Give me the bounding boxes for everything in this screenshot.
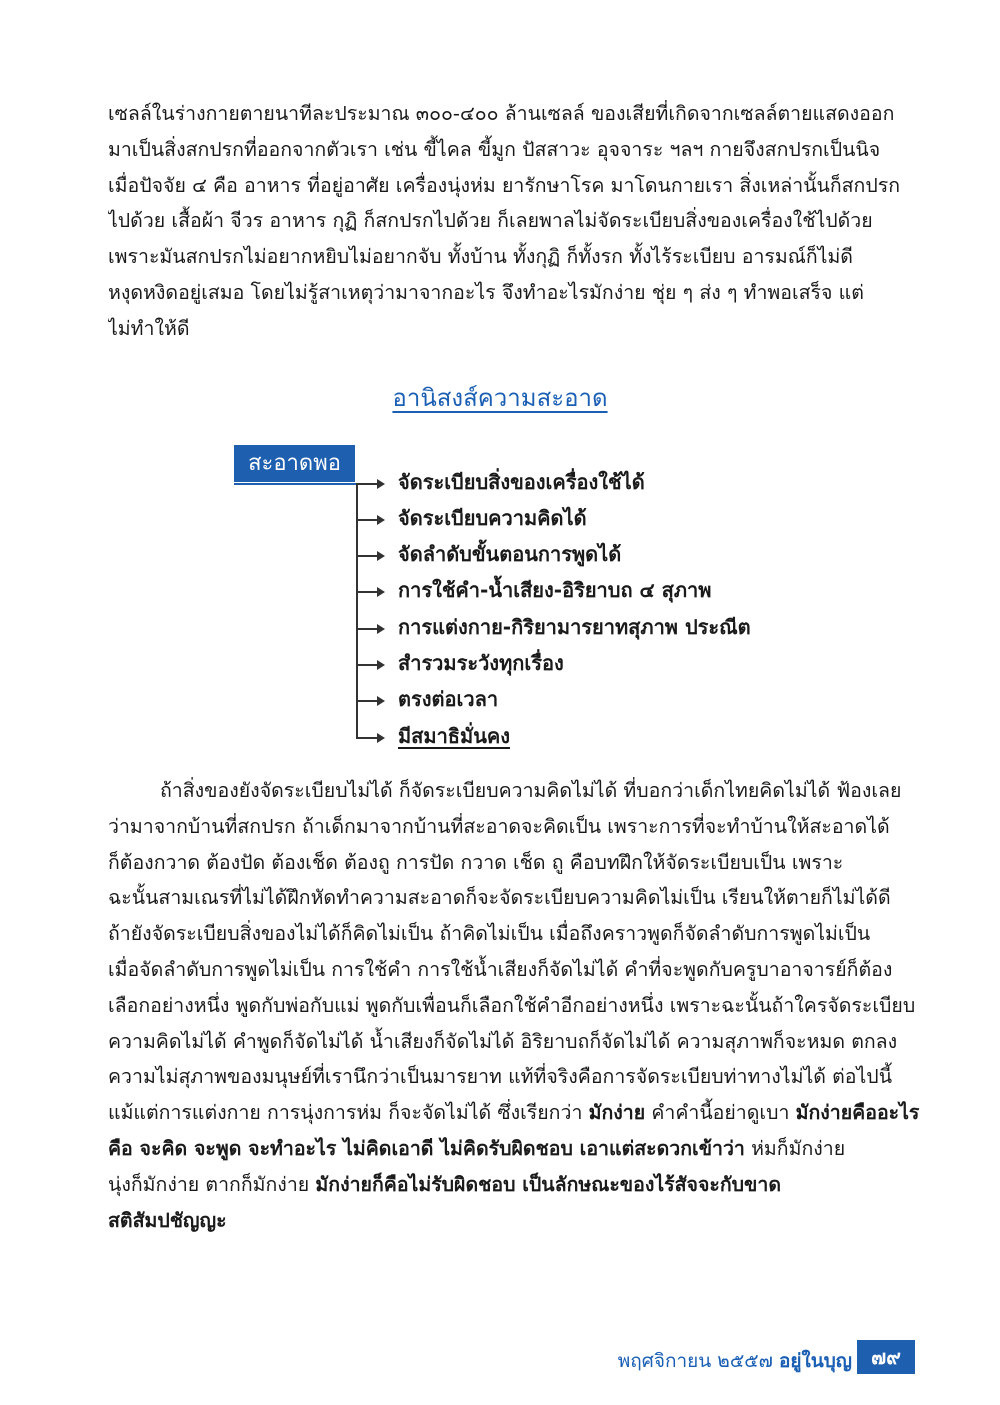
page-number: ๗๙ xyxy=(857,1340,915,1374)
text-line xyxy=(108,1095,920,1131)
text-line: ว่ามาจากบ้านที่สกปรก ถ้าเด็กมาจากบ้านที่สะอาดจะคิดเป็น เพราะการที่จะทำบ้านให้สะอาดได้ xyxy=(108,814,890,838)
text-line: ถ้ายังจัดระเบียบสิ่งของไม่ได้ก็คิดไม่เป็น ถ้าคิดไม่เป็น เมื่อถึงคราวพูดก็จัดลำดับการพูดไม่เป็น xyxy=(108,922,871,946)
text-line: ไปด้วย เสื้อผ้า จีวร อาหาร กุฏิ ก็สกปรกไปด้วย ก็เลยพาลไม่จัดระเบียบสิ่งของเครื่องใช้ไปด้วย xyxy=(108,209,873,233)
text-run: คำคำนี้อย่าดูเบา xyxy=(645,1101,796,1125)
text-line: สติสัมปชัญญะ xyxy=(108,1208,227,1232)
intro-paragraph xyxy=(108,96,920,347)
diagram-item: จัดระเบียบสิ่งของเครื่องใช้ได้ xyxy=(398,470,645,494)
text-line: ก็ต้องกวาด ต้องปัด ต้องเช็ด ต้องถู การปัด กวาด เช็ด ถู คือบทฝึกให้จัดระเบียบเป็น เพราะ xyxy=(108,850,844,874)
diagram-root-box: สะอาดพอ xyxy=(234,445,355,482)
footer-issue xyxy=(618,1346,852,1376)
text-line: มาเป็นสิ่งสกปรกที่ออกจากตัวเรา เช่น ขี้ไคล ขี้มูก ปัสสาวะ อุจจาระ ฯลฯ กายจึงสกปรกเป็นนิจ xyxy=(108,137,881,161)
text-run: แม้แต่การแต่งกาย การนุ่งการห่ม ก็จะจัดไม่ได้ ซึ่งเรียกว่า xyxy=(108,1101,589,1125)
diagram-item: การแต่งกาย-กิริยามารยาทสุภาพ ประณีต xyxy=(398,615,751,639)
text-line: ความไม่สุภาพของมนุษย์ที่เรานึกว่าเป็นมารยาท แท้ที่จริงคือการจัดระเบียบท่าทางไม่ได้ ต่อไปนี้ xyxy=(108,1065,893,1089)
arrow-icon xyxy=(357,737,379,739)
bold-text-run: มักง่าย xyxy=(588,1101,646,1125)
diagram-item: มีสมาธิมั่นคง xyxy=(398,724,511,748)
section-heading: อานิสงส์ความสะอาด xyxy=(392,384,608,412)
text-line: ถ้าสิ่งของยังจัดระเบียบไม่ได้ ก็จัดระเบียบความคิดไม่ได้ ที่บอกว่าเด็กไทยคิดไม่ได้ ฟ้องเลย xyxy=(160,779,902,802)
footer-date: พฤศจิกายน ๒๕๕๗ xyxy=(617,1350,773,1372)
footer-magazine-name: อยู่ในบุญ xyxy=(778,1350,852,1372)
text-run: ห่มก็มักง่าย xyxy=(744,1136,846,1160)
text-line: ฉะนั้นสามเณรที่ไม่ได้ฝึกหัดทำความสะอาดก็จะจัดระเบียบความคิดไม่เป็น เรียนให้ตายก็ไม่ได้ดี xyxy=(108,886,891,910)
text-line: เพราะมันสกปรกไม่อยากหยิบไม่อยากจับ ทั้งบ้าน ทั้งกุฏิ ก็ทั้งรก ทั้งไร้ระเบียบ อารมณ์ก็ไม่ดี xyxy=(108,245,853,269)
text-line: เซลล์ในร่างกายตายนาทีละประมาณ ๓๐๐-๔๐๐ ล้านเซลล์ ของเสียที่เกิดจากเซลล์ตายแสดงออก xyxy=(108,102,895,125)
text-line: เมื่อจัดลำดับการพูดไม่เป็น การใช้คำ การใช้น้ำเสียงก็จัดไม่ได้ คำที่จะพูดกับครูบาอาจารย์ก็ต้อง xyxy=(108,957,893,981)
text-line: เลือกอย่างหนึ่ง พูดกับพ่อกับแม่ พูดกับเพื่อนก็เลือกใช้คำอีกอย่างหนึ่ง เพราะฉะนั้นถ้าใครจัดระเบียบ xyxy=(108,993,916,1017)
text-run: นุ่งก็มักง่าย ตากก็มักง่าย xyxy=(108,1172,316,1196)
bold-text-run: มักง่ายก็คือไม่รับผิดชอบ เป็นลักษณะของไร้สัจจะกับขาด xyxy=(315,1172,781,1196)
root-connector-line xyxy=(234,483,358,485)
diagram-item: ตรงต่อเวลา xyxy=(398,687,499,711)
arrow-icon xyxy=(357,555,379,557)
text-line: ไม่ทำให้ดี xyxy=(108,316,190,340)
text-line: หงุดหงิดอยู่เสมอ โดยไม่รู้สาเหตุว่ามาจากอะไร จึงทำอะไรมักง่าย ชุ่ย ๆ ส่ง ๆ ทำพอเสร็จ แต่ xyxy=(108,280,864,304)
text-line xyxy=(108,1131,920,1167)
diagram-item: สำรวมระวังทุกเรื่อง xyxy=(398,651,564,675)
diagram-item: การใช้คำ-น้ำเสียง-อิริยาบถ ๔ สุภาพ xyxy=(398,578,712,602)
body-paragraph xyxy=(108,773,920,1238)
bold-text-run: คือ จะคิด จะพูด จะทำอะไร ไม่คิดเอาดี ไม่คิดรับผิดชอบ เอาแต่สะดวกเข้าว่า xyxy=(108,1136,745,1160)
diagram-item: จัดระเบียบความคิดได้ xyxy=(398,506,587,530)
arrow-icon xyxy=(357,591,379,593)
diagram-item: จัดลำดับขั้นตอนการพูดได้ xyxy=(398,542,622,566)
bold-text-run: มักง่ายคืออะไร xyxy=(795,1101,920,1125)
arrow-icon xyxy=(357,628,379,630)
text-line xyxy=(108,1167,920,1203)
text-line: ความคิดไม่ได้ คำพูดก็จัดไม่ได้ น้ำเสียงก็จัดไม่ได้ อิริยาบถก็จัดไม่ได้ ความสุภาพก็จะหมด ตกลง xyxy=(108,1029,898,1053)
arrow-icon xyxy=(357,664,379,666)
arrow-icon xyxy=(357,700,379,702)
arrow-icon xyxy=(357,519,379,521)
arrow-icon xyxy=(357,483,379,485)
text-line: เมื่อปัจจัย ๔ คือ อาหาร ที่อยู่อาศัย เครื่องนุ่งห่ม ยารักษาโรค มาโดนกายเรา สิ่งเหล่านั้นก็สกปรก xyxy=(108,173,901,197)
